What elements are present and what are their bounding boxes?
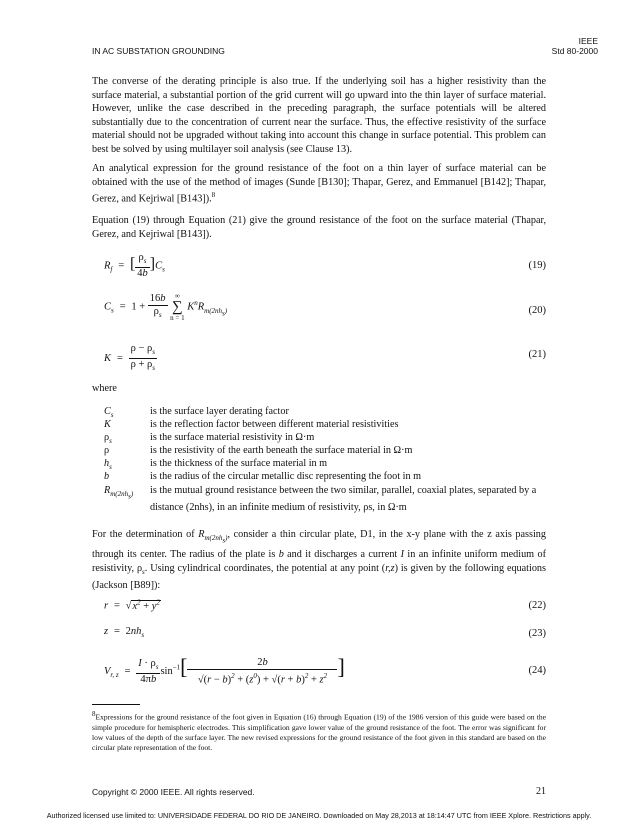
header-ieee: IEEE (578, 36, 598, 46)
page-number: 21 (536, 786, 546, 797)
equation-24-number: (24) (528, 665, 546, 676)
paragraph-equations-intro: Equation (19) through Equation (21) give the ground resistance of the foot on the surface material (Thapar, Gerez, and Kejriwal [B143]). (92, 215, 546, 240)
equation-22-number: (22) (528, 600, 546, 611)
equation-20: $C_s = 1$ + $\frac{16b}{\rho_s}$ ∞ ∑ n = 1 $K^nR_{m(2nh_s)}$ (104, 292, 228, 322)
equation-23: $z = 2nh_s$ (104, 626, 145, 640)
para4-part: . Using cylindrical coordinates, the potential at any point ( (144, 562, 386, 574)
footnote-mark: 8 (92, 710, 96, 718)
footnote (92, 709, 546, 753)
para4-part: ) is given by the following equations (Jackson [B89]): (92, 562, 546, 592)
where-label: where (92, 383, 117, 394)
equation-19-number: (19) (528, 260, 546, 271)
footnote-divider (92, 704, 140, 705)
paragraph-analytical-expression (92, 162, 546, 206)
para4-part: and it discharges a current (283, 549, 401, 561)
definition-symbol: $h_s$ (104, 458, 112, 472)
equation-21: K = $\frac{\rho - \rho_s}{\rho + \rho_s}$ (104, 343, 155, 373)
equation-23-number: (23) (528, 628, 546, 639)
copyright: Copyright © 2000 IEEE. All rights reserved. (92, 787, 255, 797)
paragraph-derating-converse: The converse of the derating principle is also true. If the underlying soil has a higher resistivity than the surface material, a substantial portion of the grid current will go upward into the thin layer of surface material. However, unlike the case described in the preceding paragraph, the surface potentials will be altered substantially due to the concentration of current near the surface. Thus, the effective resistivity of the surface material should not be upgraded without taking into account this change in surface potential. This problem can best be solved by using multilayer soil analysis (see Clause 13). (92, 76, 546, 155)
definition-text: is the surface layer derating factor (150, 406, 289, 417)
paragraph-determination: For the determination of $R_{m(2nh_s)}$, consider a thin circular plate, D1, in the x-y plane with the z axis passing through its center. The radius of the plate is b and it discharges a current I in an infinite uniform medium of resistivity, $\rho_s$. Using cylindrical coordinates, the potential at any point (r,z) is given by the following equations (Jackson [B89]): (92, 529, 546, 592)
definition-text: is the radius of the circular metallic disc representing the foot in m (150, 471, 422, 482)
license-notice: Authorized licensed use limited to: UNIVERSIDADE FEDERAL DO RIO DE JANEIRO. Downloaded on May 28,2013 at 18:14:47 UTC from IEEE Xplore. Restrictions apply. (46, 811, 592, 820)
footnote-text: Expressions for the ground resistance of the foot given in Equation (16) through Equation (19) of the 1986 version of this guide were based on the simple procedure for hemispheric electrodes. This simplification gave lower value of the ground resistance of the foot. The error was significant for low values of the depth of the surface layer. The new revised expressions for the ground resistance of the foot given in this standard are based on the circular plate representation of the foot. (92, 712, 546, 752)
equation-24: $V_{r, z}$ = $\frac{I \cdot \rho_s}{4\pi b}$ $\sin^{-1}$[ $\frac{2b}{√(r - b)^2 + (z^0) + √(r + b)^2 + z^2}$ ] (104, 654, 345, 686)
definition-symbol: $R_{m(2nh_s)}$ (104, 485, 134, 501)
header-title: IN AC SUBSTATION GROUNDING (92, 46, 225, 56)
definition-symbol: K (104, 419, 111, 430)
definition-symbol: $C_s$ (104, 406, 114, 420)
definition-symbol: b (104, 471, 110, 482)
para4-part: , consider a thin circular plate, D1, in the x-y plane with the z axis passing through its center. The radius of the plate is (92, 529, 546, 561)
equation-22: $r = √x^2 + y^2$ (104, 598, 160, 612)
definition-symbol: ρ (104, 445, 110, 456)
para4-part: in an infinite uniform medium of resistivity, ρ (92, 549, 546, 574)
equation-19: $R_f$ = [ $\frac{\rho_s}{4b}$ ]$C_s$ (104, 252, 165, 280)
definition-text: is the reflection factor between different material resistivities (150, 419, 399, 430)
para4-part: For the determination of (92, 529, 199, 540)
definition-text-continued: distance (2nhs), in an infinite medium of resistivity, ρs, in Ω·m (150, 502, 407, 513)
definition-text: is the thickness of the surface material in m (150, 458, 328, 469)
footnote-marker[interactable]: 8 (211, 191, 216, 200)
definition-text: is the surface material resistivity in Ω·m (150, 432, 315, 443)
header-std: Std 80-2000 (551, 46, 598, 56)
definition-text: is the resistivity of the earth beneath the surface material in Ω·m (150, 445, 413, 456)
definition-symbol: $\rho_s$ (104, 432, 112, 446)
definitions-list (104, 405, 546, 517)
paragraph-analytical-text: An analytical expression for the ground resistance of the foot on a thin layer of surface material can be obtained with the use of the method of images (Sunde [B130]; Thapar, Gerez, and Emmanuel [B142]; Thapar, Gerez, and Kejriwal [B143]). (92, 163, 546, 205)
definition-text: is the mutual ground resistance between the two similar, parallel, coaxial plates, separated by a (150, 485, 537, 496)
equation-20-number: (20) (528, 305, 546, 316)
equation-21-number: (21) (528, 349, 546, 360)
